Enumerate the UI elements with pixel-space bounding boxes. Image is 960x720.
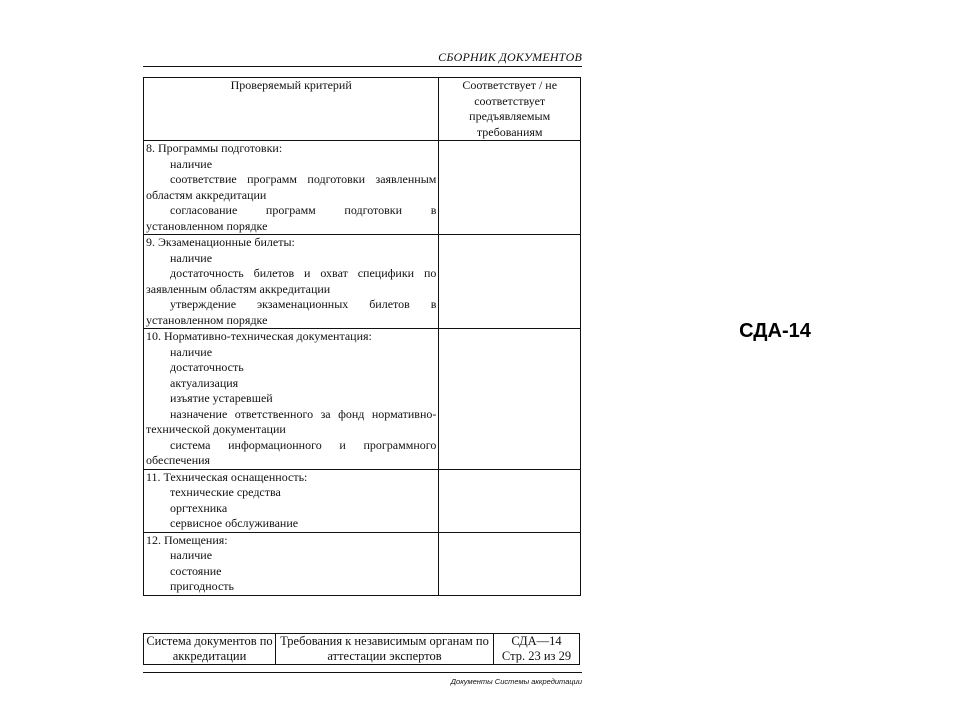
footer-requirements: Требования к независимым органам по аттестации экспертов — [276, 634, 494, 665]
footer-system: Система документов по аккредитации — [144, 634, 276, 665]
section-item: наличие — [170, 156, 213, 171]
compliance-cell — [439, 141, 581, 235]
section-item: сервисное обслуживание — [170, 516, 299, 530]
section-item: технические средства — [170, 485, 281, 499]
section-item: пригодность — [170, 579, 234, 593]
section-item: изъятие устаревшей — [170, 391, 273, 405]
section-title: 10. Нормативно-техническая документация: — [146, 329, 372, 343]
section-item: наличие — [170, 548, 213, 562]
section-item: достаточность — [170, 360, 244, 374]
section-title: 9. Экзаменационные билеты: — [146, 235, 295, 249]
footer-code-page — [494, 634, 580, 665]
collection-title: СБОРНИК ДОКУМЕНТОВ — [438, 50, 582, 64]
compliance-cell — [439, 532, 581, 595]
table-row — [144, 329, 581, 470]
footer-rule — [143, 672, 582, 673]
footer-page: Стр. 23 из 29 — [501, 649, 572, 663]
section-item: назначение ответственного за фонд нормативно-технической документации — [146, 406, 437, 436]
compliance-column-header: Соответствует / не соответствует предъявляемым требованиям — [439, 78, 581, 141]
criterion-cell — [144, 329, 439, 470]
footer-code: СДА—14 — [511, 634, 562, 648]
compliance-cell — [439, 235, 581, 329]
criterion-column-header: Проверяемый критерий — [144, 78, 439, 141]
section-item: наличие — [170, 250, 213, 265]
section-item: утверждение экзаменационных билетов в установленном порядке — [146, 297, 437, 327]
table-row — [144, 235, 581, 329]
section-item: система информационного и программного обеспечения — [146, 437, 437, 467]
criterion-cell — [144, 532, 439, 595]
table-row — [144, 532, 581, 595]
table-header-row — [144, 78, 581, 141]
section-item: достаточность билетов и охват специфики по заявленным областям аккредитации — [146, 266, 437, 296]
criterion-cell — [144, 141, 439, 235]
section-item: соответствие программ подготовки заявленным областям аккредитации — [146, 172, 437, 202]
compliance-cell — [439, 469, 581, 532]
table-row — [144, 141, 581, 235]
section-item: актуализация — [170, 375, 239, 390]
header-rule — [143, 66, 582, 67]
compliance-cell — [439, 329, 581, 470]
document-footer — [143, 633, 580, 665]
section-title: 8. Программы подготовки: — [146, 141, 283, 155]
criteria-table — [143, 77, 581, 596]
section-item: наличие — [170, 344, 213, 359]
section-title: 12. Помещения: — [146, 532, 228, 547]
footer-caption: Документы Системы аккредитации — [450, 677, 582, 686]
criterion-cell — [144, 235, 439, 329]
section-item: состояние — [170, 563, 222, 578]
table-row — [144, 469, 581, 532]
slide-document-code: СДА-14 — [739, 320, 811, 342]
criterion-cell — [144, 469, 439, 532]
section-title: 11. Техническая оснащенность: — [146, 469, 308, 484]
section-item: согласование программ подготовки в установленном порядке — [146, 203, 437, 233]
section-item: оргтехника — [170, 500, 228, 515]
